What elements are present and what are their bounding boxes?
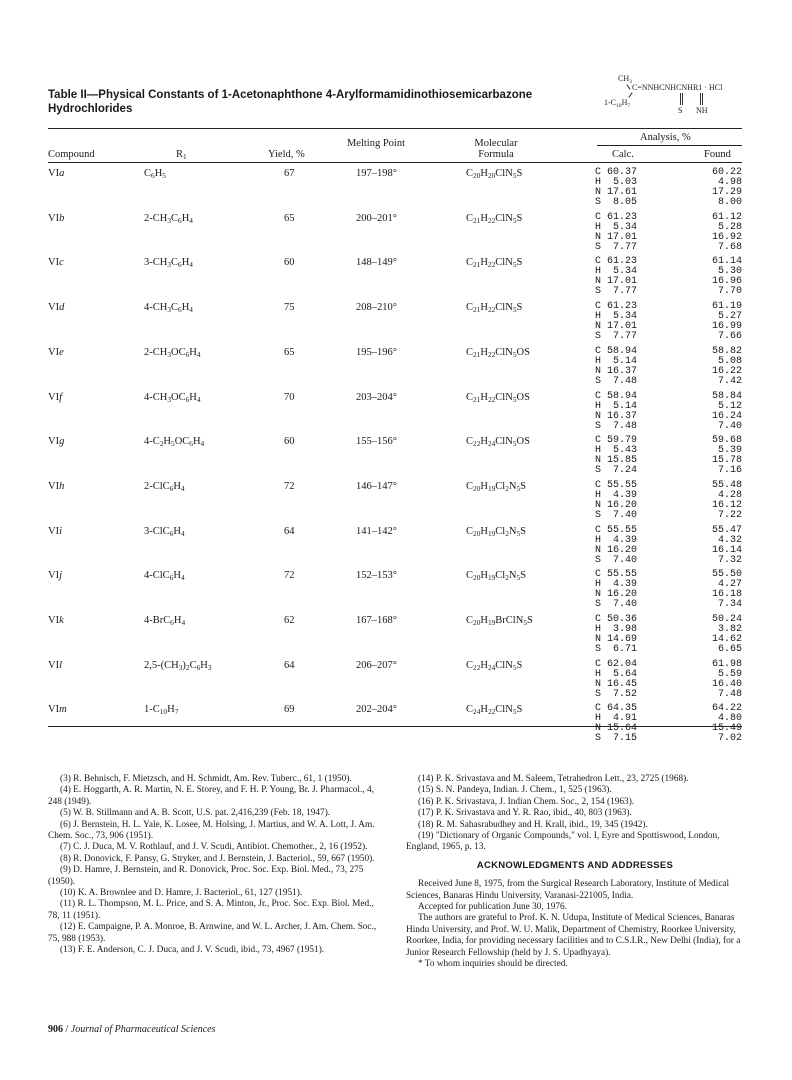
- cell-analysis-calc: C 59.79 H 5.43 N 15.85 S 7.24: [595, 435, 638, 477]
- cell-r1: $1-C_{10}H_7$: [144, 704, 179, 717]
- cell-analysis-found: 55.50 4.27 16.18 7.34: [711, 569, 742, 611]
- cell-yield: 64: [284, 659, 295, 671]
- cell-formula: $C_{20}H_{19}Cl_2N_5S$: [466, 570, 526, 583]
- cell-melting-point: 203–204°: [356, 391, 397, 403]
- cell-yield: 64: [284, 525, 295, 537]
- cell-formula: $C_{20}H_{20}ClN_5S$: [466, 168, 523, 180]
- header-melting-point: Melting Point: [346, 138, 406, 149]
- cell-melting-point: 208–210°: [356, 302, 397, 314]
- reference-item: (10) K. A. Brownlee and D. Hamre, J. Bacteriol., 61, 127 (1951).: [60, 888, 303, 899]
- cell-analysis-calc: C 61.23 H 5.34 N 17.01 S 7.77: [595, 256, 638, 298]
- cell-analysis-calc: C 58.94 H 5.14 N 16.37 S 7.48: [595, 345, 638, 387]
- cell-compound: VIb: [48, 212, 65, 224]
- cell-compound: VIk: [48, 615, 64, 626]
- cell-r1: $2-CH_3C_6H_4$: [144, 212, 193, 225]
- reference-item: (18) R. M. Sahasrabudhey and H. Krall, ibid., 19, 345 (1942).: [418, 819, 648, 830]
- reference-item: (7) C. J. Duca, M. V. Rothlauf, and J. V. Scudi, Antibiot. Chemother., 2, 16 (1952).: [60, 842, 368, 853]
- reference-item: (15) S. N. Pandeya, Indian. J. Chem., 1, 525 (1963).: [418, 785, 612, 796]
- cell-analysis-found: 58.84 5.12 16.24 7.40: [711, 390, 742, 432]
- cell-r1: $2,5-(CH_3)_2C_6H_3$: [144, 659, 212, 672]
- cell-analysis-calc: C 55.55 H 4.39 N 16.20 S 7.40: [595, 569, 638, 611]
- cell-melting-point: 202–204°: [356, 704, 397, 716]
- structure-ch3: $CH_3$: [618, 74, 632, 85]
- cell-analysis-found: 55.47 4.32 16.14 7.32: [711, 524, 742, 566]
- reference-item: (19) "Dictionary of Organic Compounds," vol. I, Eyre and Spottiswood, London, England, 1965, p. 13.: [406, 831, 720, 853]
- cell-analysis-calc: C 60.37 H 5.03 N 17.61 S 8.05: [595, 167, 638, 208]
- cell-r1: $4-C_2H_5OC_6H_4$: [144, 436, 205, 449]
- table-top-rule: [48, 128, 742, 129]
- header-analysis: Analysis, %: [640, 132, 691, 143]
- ack-paragraph: * To whom inquiries should be directed.: [418, 959, 568, 970]
- cell-analysis-found: 58.82 5.08 16.22 7.42: [711, 345, 742, 387]
- cell-formula: $C_{21}H_{22}ClN_5OS$: [466, 346, 530, 359]
- cell-yield: 65: [284, 346, 295, 358]
- cell-compound: VIa: [48, 168, 65, 179]
- cell-analysis-calc: C 58.94 H 5.14 N 16.37 S 7.48: [595, 390, 638, 432]
- cell-formula: $C_{22}H_{24}ClN_5OS$: [466, 436, 530, 449]
- cell-compound: VIe: [48, 346, 64, 358]
- cell-compound: VIc: [48, 257, 64, 269]
- structure-diagram: [604, 74, 764, 122]
- header-calc: Calc.: [612, 149, 634, 160]
- page-footer: 906 / Journal of Pharmaceutical Sciences: [48, 1024, 216, 1035]
- references-right: [406, 774, 744, 971]
- cell-analysis-found: 59.68 5.39 15.78 7.16: [711, 435, 742, 477]
- cell-analysis-found: 64.22 4.80 15.49 7.02: [711, 703, 742, 745]
- cell-yield: 67: [284, 168, 295, 179]
- ack-paragraph: Received June 8, 1975, from the Surgical Research Laboratory, Institute of Medical Sciences, Banaras Hindu University, Varanasi-221005, India.: [406, 879, 730, 901]
- reference-item: (14) P. K. Srivastava and M. Saleem, Tetrahedron Lett., 23, 2725 (1968).: [418, 774, 689, 784]
- ack-paragraph: The authors are grateful to Prof. K. N. Udupa, Institute of Medical Sciences, Banaras Hindu University, and Prof. W. U. Malik, Department of Chemistry, Roorkee University, Roorkee, India, for providing necessary facilities and to C.S.I.R., New Delhi (India), for a Junior Research Fellowship (held by J. S. Upadhyaya).: [406, 913, 741, 958]
- cell-r1: $3-CH_3C_6H_4$: [144, 257, 193, 270]
- cell-analysis-found: 55.48 4.28 16.12 7.22: [711, 479, 742, 521]
- cell-r1: $C_6H_5$: [144, 168, 166, 180]
- cell-r1: $4-ClC_6H_4$: [144, 570, 185, 583]
- structure-nh: NH: [696, 106, 708, 115]
- cell-melting-point: 141–142°: [356, 525, 397, 537]
- cell-analysis-found: 61.12 5.28 16.92 7.68: [711, 211, 742, 253]
- cell-melting-point: 195–196°: [356, 346, 397, 358]
- cell-melting-point: 152–153°: [356, 570, 397, 582]
- cell-melting-point: 155–156°: [356, 436, 397, 448]
- structure-s: S: [678, 106, 683, 115]
- reference-item: (6) J. Bernstein, H. L. Yale, K. Losee, M. Holsing, J. Martius, and W. A. Lott, J. Am. Chem. Soc., 73, 906 (1951).: [48, 819, 375, 842]
- reference-item: (5) W. B. Stillmann and A. B. Scott, U.S. pat. 2,416,239 (Feb. 18, 1947).: [60, 808, 331, 819]
- cell-formula: $C_{21}H_{22}ClN_5S$: [466, 257, 523, 270]
- cell-analysis-found: 60.22 4.98 17.29 8.00: [711, 167, 742, 208]
- cell-analysis-calc: C 61.23 H 5.34 N 17.01 S 7.77: [595, 211, 638, 253]
- reference-item: (13) F. E. Anderson, C. J. Duca, and J. V. Scudi, ibid., 73, 4967 (1951).: [60, 945, 325, 956]
- cell-melting-point: 206–207°: [356, 659, 397, 671]
- cell-analysis-calc: C 61.23 H 5.34 N 17.01 S 7.77: [595, 301, 638, 343]
- cell-yield: 72: [284, 570, 295, 582]
- cell-r1: $4-BrC_6H_4$: [144, 615, 186, 627]
- cell-melting-point: 197–198°: [356, 168, 397, 179]
- cell-analysis-calc: C 55.55 H 4.39 N 16.20 S 7.40: [595, 479, 638, 521]
- header-found: Found: [704, 149, 731, 160]
- cell-formula: $C_{21}H_{22}ClN_5S$: [466, 302, 523, 315]
- cell-analysis-calc: C 64.35 H 4.91 N 15.64 S 7.15: [595, 703, 638, 745]
- cell-melting-point: 146–147°: [356, 480, 397, 492]
- reference-item: (17) P. K. Srivastava and Y. R. Rao, ibid., 40, 803 (1963).: [418, 808, 632, 819]
- cell-formula: $C_{20}H_{19}BrClN_5S$: [466, 615, 533, 627]
- cell-yield: 69: [284, 704, 295, 716]
- table-row: [48, 704, 742, 766]
- cell-formula: $C_{20}H_{19}Cl_2N_5S$: [466, 525, 526, 538]
- cell-compound: VIg: [48, 436, 65, 448]
- cell-compound: VId: [48, 302, 65, 314]
- cell-compound: VIi: [48, 525, 63, 537]
- cell-analysis-calc: C 55.55 H 4.39 N 16.20 S 7.40: [595, 524, 638, 566]
- reference-item: (16) P. K. Srivastava, J. Indian Chem. Soc., 2, 154 (1963).: [418, 796, 635, 807]
- cell-yield: 60: [284, 257, 295, 269]
- cell-formula: $C_{22}H_{24}ClN_5S$: [466, 659, 523, 672]
- cell-r1: $2-ClC_6H_4$: [144, 480, 185, 493]
- cell-compound: VIm: [48, 704, 67, 716]
- cell-analysis-found: 61.98 5.59 16.40 7.48: [711, 658, 742, 700]
- cell-yield: 60: [284, 436, 295, 448]
- cell-analysis-found: 61.19 5.27 16.99 7.66: [711, 301, 742, 343]
- cell-yield: 72: [284, 480, 295, 492]
- reference-item: (11) R. L. Thompson, M. L. Price, and S. A. Minton, Jr., Proc. Soc. Exp. Biol. Med., 78, 11 (1951).: [48, 899, 374, 921]
- cell-compound: VIl: [48, 659, 63, 671]
- cell-r1: $4-CH_3C_6H_4$: [144, 302, 193, 315]
- cell-formula: $C_{21}H_{22}ClN_5OS$: [466, 391, 530, 404]
- cell-analysis-calc: C 50.36 H 3.98 N 14.69 S 6.71: [595, 614, 638, 655]
- reference-item: (8) R. Donovick, F. Pansy, G. Stryker, and J. Bernstein, J. Bacteriol., 59, 667 (1950).: [60, 853, 375, 864]
- cell-yield: 65: [284, 212, 295, 224]
- cell-formula: $C_{21}H_{22}ClN_5S$: [466, 212, 523, 225]
- reference-item: (4) E. Hoggarth, A. R. Martin, N. E. Storey, and F. H. P. Young, Br. J. Pharmacol., 4, 248 (1949).: [48, 785, 374, 807]
- cell-yield: 75: [284, 302, 295, 314]
- cell-r1: $2-CH_3OC_6H_4$: [144, 346, 201, 359]
- table-header-rule: [48, 162, 742, 163]
- cell-melting-point: 167–168°: [356, 615, 397, 626]
- cell-yield: 62: [284, 615, 295, 626]
- cell-melting-point: 200–201°: [356, 212, 397, 224]
- cell-melting-point: 148–149°: [356, 257, 397, 269]
- reference-item: (3) R. Behnisch, F. Mietzsch, and H. Schmidt, Am. Rev. Tuberc., 61, 1 (1950).: [60, 774, 352, 784]
- cell-formula: $C_{20}H_{19}Cl_2N_5S$: [466, 480, 526, 493]
- analysis-subrule: [597, 145, 742, 146]
- reference-item: (12) E. Campaigne, P. A. Monroe, B. Arnwine, and W. L. Archer, J. Am. Chem. Soc., 75, 988 (1953).: [48, 922, 377, 944]
- cell-analysis-found: 61.14 5.30 16.96 7.70: [711, 256, 742, 298]
- header-molecular-formula: Molecular Formula: [474, 138, 518, 160]
- references-left: [48, 774, 384, 957]
- cell-analysis-calc: C 62.04 H 5.64 N 16.45 S 7.52: [595, 658, 638, 700]
- cell-r1: $4-CH_3OC_6H_4$: [144, 391, 201, 404]
- header-compound: Compound: [48, 149, 95, 160]
- ack-paragraph: Accepted for publication June 30, 1976.: [418, 902, 567, 913]
- reference-item: (9) D. Hamre, J. Bernstein, and R. Donovick, Proc. Soc. Exp. Biol. Med., 73, 275 (1950).: [48, 865, 364, 887]
- header-r1: $R_1$: [176, 149, 187, 161]
- cell-compound: VIf: [48, 391, 63, 403]
- cell-yield: 70: [284, 391, 295, 403]
- cell-r1: $3-ClC_6H_4$: [144, 525, 185, 538]
- structure-main: C=NNHCNHCNHR1 · HCl: [632, 83, 723, 92]
- table-caption: Table II—Physical Constants of 1-Acetonaphthone 4-Arylformamidinothiosemicarbazone Hydrochlorides: [48, 89, 533, 115]
- ack-heading: ACKNOWLEDGMENTS AND ADDRESSES: [476, 859, 674, 871]
- cell-compound: VIj: [48, 570, 63, 582]
- cell-compound: VIh: [48, 480, 65, 492]
- structure-naphthyl: $1-C_{10}H_7$: [604, 98, 631, 109]
- cell-formula: $C_{24}H_{22}ClN_5S$: [466, 704, 523, 717]
- cell-analysis-found: 50.24 3.82 14.62 6.65: [711, 614, 742, 655]
- header-yield: Yield, %: [268, 149, 305, 160]
